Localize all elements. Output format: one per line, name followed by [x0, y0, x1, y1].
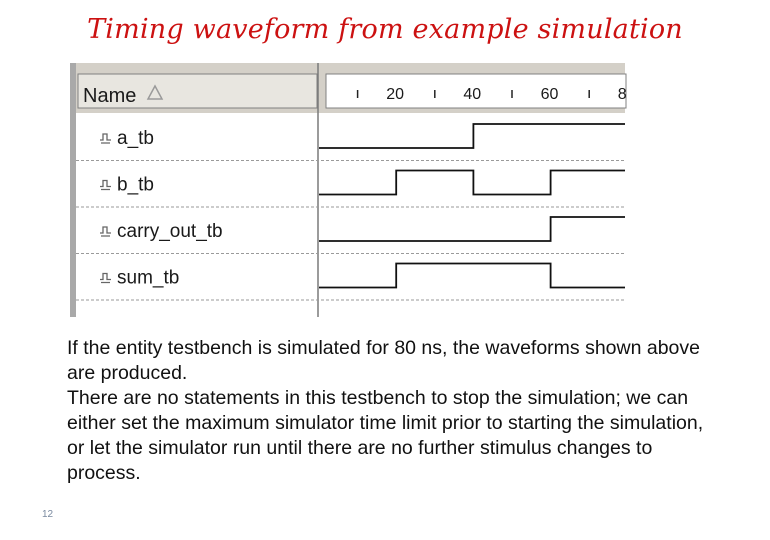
waveform-signal-icon: [100, 227, 111, 236]
viewer-left-edge: [70, 63, 76, 317]
paragraph-1: If the entity testbench is simulated for 80 ns, the waveforms shown above are produced.: [67, 337, 700, 384]
signal-name: a_tb: [117, 128, 154, 149]
time-tick-label: 40: [463, 86, 482, 103]
signal-row[interactable]: [76, 217, 625, 254]
signal-name: sum_tb: [117, 267, 180, 289]
waveform-viewer[interactable]: [70, 63, 625, 317]
signal-waveform: [319, 217, 625, 241]
time-tick-label: 60: [540, 86, 559, 103]
name-column-label: Name: [83, 85, 137, 107]
signal-row[interactable]: [76, 264, 625, 301]
signal-waveform: [319, 264, 625, 288]
slide-title: Timing waveform from example simulation: [87, 14, 683, 45]
signal-row[interactable]: [76, 171, 625, 208]
page-number: 12: [42, 509, 54, 520]
waveform-signal-icon: [100, 134, 111, 143]
waveform-signal-icon: [100, 274, 111, 283]
signal-name: b_tb: [117, 174, 154, 196]
waveform-canvas: [70, 63, 625, 317]
signal-waveform: [319, 124, 625, 148]
signal-row[interactable]: [76, 124, 625, 161]
paragraph-2: There are no statements in this testbench to stop the simulation; we can either set the maximum simulator time limit prior to starting the simulation, or let the simulator run until there are no further stimulus changes to process.: [67, 387, 704, 484]
time-tick-label: 8: [617, 86, 627, 103]
signal-waveform: [319, 171, 625, 195]
waveform-signal-icon: [100, 181, 111, 190]
body-text: [67, 336, 707, 486]
signal-name: carry_out_tb: [117, 221, 223, 242]
time-tick-label: 20: [386, 86, 404, 103]
